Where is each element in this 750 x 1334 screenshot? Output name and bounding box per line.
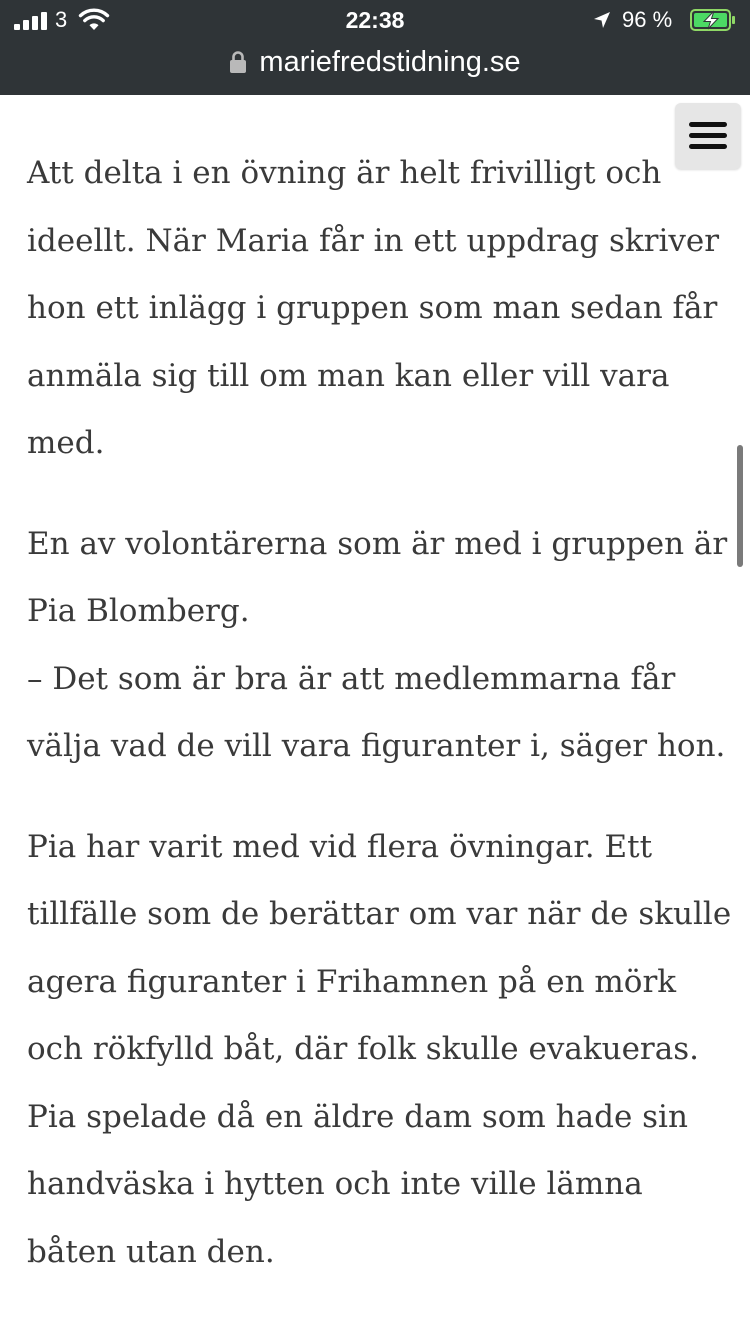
article-line: handväska i hytten och inte ville lämna (27, 1166, 643, 1202)
article-body (27, 140, 732, 1319)
paragraph-3 (27, 814, 732, 1287)
location-arrow-icon (592, 10, 612, 30)
article-line: tillfälle som de berättar om var när de skulle (27, 896, 732, 932)
article-line: välja vad de vill vara figuranter i, säger hon. (27, 728, 726, 764)
article-line: Pia har varit med vid flera övningar. Ett (27, 828, 653, 865)
article-line: anmäla sig till om man kan eller vill vara (27, 357, 670, 394)
article-line: En av volontärerna som är med i gruppen är (27, 525, 728, 562)
menu-button[interactable] (675, 103, 741, 169)
status-bar (0, 0, 750, 40)
address-bar[interactable] (0, 40, 750, 84)
status-time: 22:38 (345, 7, 405, 33)
paragraph-1 (27, 140, 732, 478)
paragraph-2 (27, 511, 732, 781)
lock-icon (229, 50, 247, 74)
article-line: hon ett inlägg i gruppen som man sedan får (27, 290, 718, 326)
carrier-label: 3 (55, 7, 68, 32)
article-line: båten utan den. (27, 1233, 275, 1270)
article-line: – Det som är bra är att medlemmarna får (27, 660, 676, 697)
article-line: Pia spelade då en äldre dam som hade sin (27, 1098, 688, 1135)
scrollbar-thumb[interactable] (737, 445, 743, 567)
url-text[interactable]: mariefredstidning.se (259, 46, 521, 78)
article-line: agera figuranter i Frihamnen på en mörk (27, 963, 677, 1000)
battery-percentage: 96 % (622, 7, 673, 32)
page-content (0, 95, 750, 1334)
article-line: ideellt. När Maria får in ett uppdrag skriver (27, 222, 720, 259)
article-line: med. (27, 425, 105, 461)
article-line: Pia Blomberg. (27, 593, 250, 629)
browser-chrome (0, 0, 750, 95)
article-line: Att delta i en övning är helt frivilligt och (27, 155, 662, 191)
article-line: och rökfylld båt, där folk skulle evakueras. (27, 1031, 699, 1067)
battery-charging-icon (690, 9, 736, 31)
